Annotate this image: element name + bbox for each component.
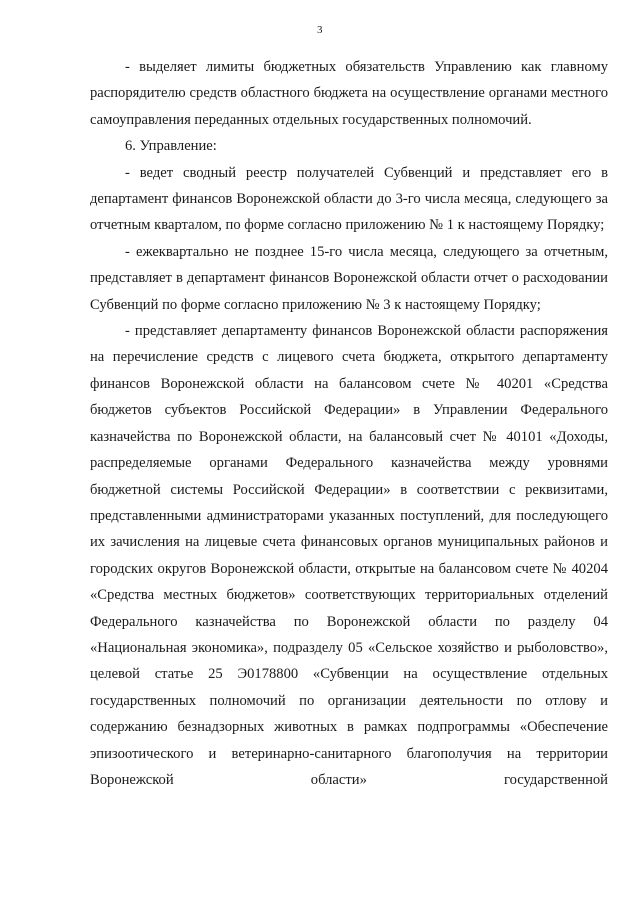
paragraph-transfer-orders: - представляет департаменту финансов Воронежской области распоряжения на перечисление средств с лицевого счета бюджета, открытого департаменту финансов Воронежской области на балансовом счете № 40201 «Средства бюджетов субъектов Российской Федерации» в Управлении Федерального казначейства по Воронежской области, на балансовый счет № 40101 «Доходы, распределяемые органами Федерального казначейства между уровнями бюджетной системы Российской Федерации» в соответствии с реквизитами, представленными администраторами указанных поступлений, для последующего их зачисления на лицевые счета финансовых органов муниципальных районов и городских округов Воронежской области, открытые на балансовом счете № 40204 «Средства местных бюджетов» соответствующих территориальных отделений Федерального казначейства по Воронежской области по разделу 04 «Национальная экономика», подразделу 05 «Сельское хозяйство и рыболовство», целевой статье 25 Э0178800 «Субвенции на осуществление отдельных государственных полномочий по организации деятельности по отлову и содержанию безнадзорных животных в рамках подпрограммы «Обеспечение эпизоотического и ветеринарно-санитарного благополучия на территории Воронежской области» государственной [90, 323, 608, 788]
paragraph-quarterly-report: - ежеквартально не позднее 15-го числа месяца, следующего за отчетным, представляет в департамент финансов Воронежской области отчет о расходовании Субвенций по форме согласно приложению № 3 к настоящему Порядку; [90, 243, 608, 313]
paragraph-section-heading: 6. Управление: [125, 138, 217, 155]
page-number: 3 [317, 24, 323, 36]
paragraph-budget-limits: - выделяет лимиты бюджетных обязательств Управлению как главному распорядителю средств областного бюджета на осуществление органами местного самоуправления переданных отдельных государственных полномочий. [90, 59, 608, 128]
document-body [90, 54, 608, 793]
paragraph-registry: - ведет сводный реестр получателей Субвенций и представляет его в департамент финансов Воронежской области до 3-го числа месяца, следующего за отчетным кварталом, по форме согласно приложению № 1 к настоящему Порядку; [90, 164, 608, 234]
